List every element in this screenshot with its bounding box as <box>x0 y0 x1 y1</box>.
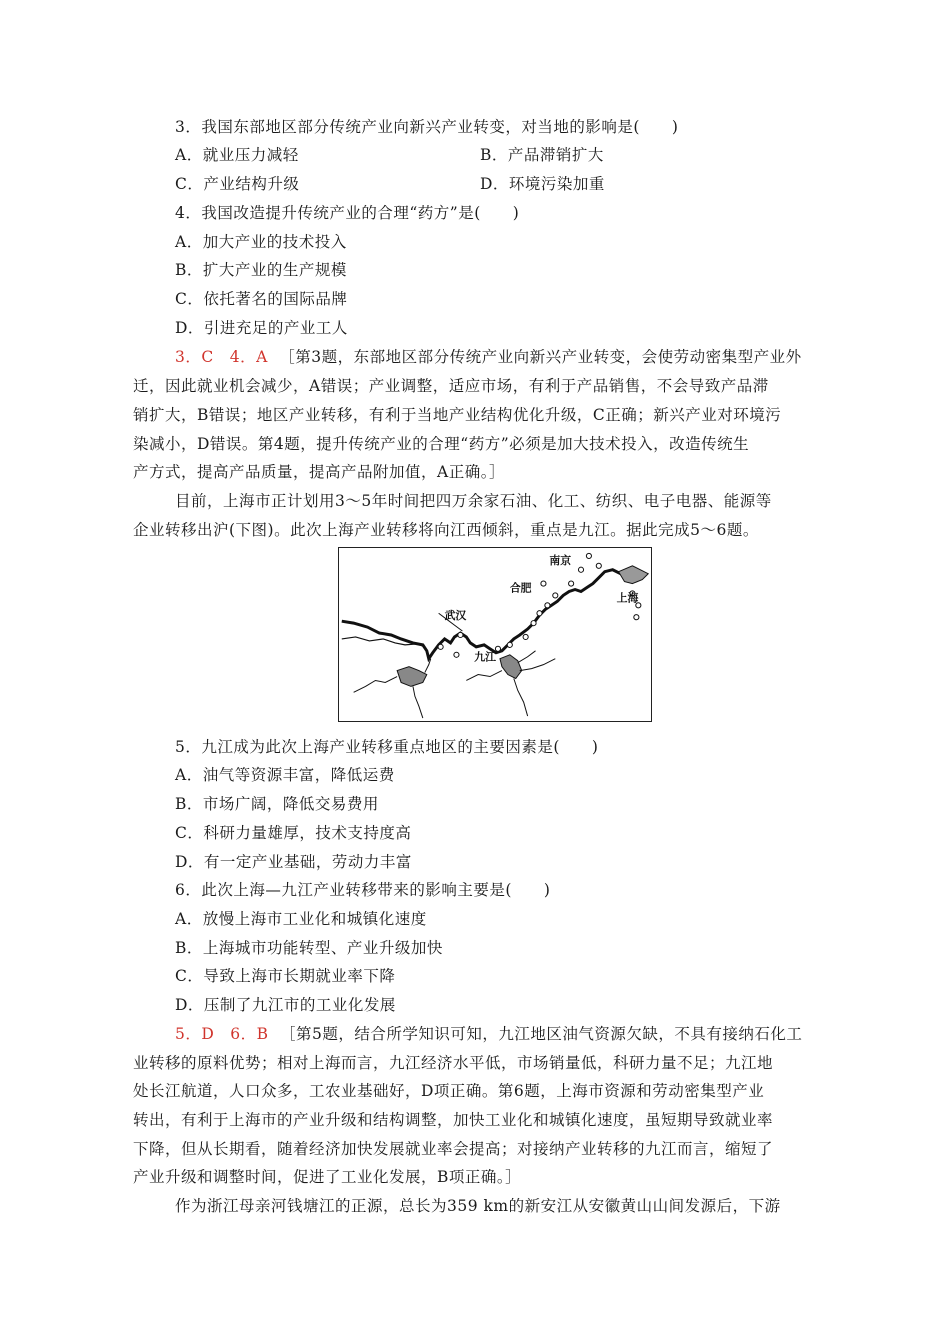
q3-option-a: A．就业压力减轻 <box>175 146 299 164</box>
xiu-river <box>466 671 502 681</box>
city-dot <box>495 646 500 651</box>
city-dot <box>578 567 583 572</box>
q4-option-d: D．引进充足的产业工人 <box>175 319 348 337</box>
city-dot <box>507 642 512 647</box>
answer-3-4-line4: 染减小，D错误。第4题，提升传统产业的合理“药方”必须是加大技术投入，改造传统生 <box>133 435 750 453</box>
q5-option-b: B．市场广阔，降低交易费用 <box>175 795 379 813</box>
label-hefei: 合肥 <box>509 581 532 595</box>
answer-5-6-line5: 下降，但从长期看，随着经济加快发展就业率会提高；对接纳产业转移的九江而言，缩短了 <box>133 1140 774 1158</box>
next-passage-line1: 作为浙江母亲河钱塘江的正源，总长为359 km的新安江从安徽黄山山间发源后，下游 <box>175 1197 781 1215</box>
xin-river <box>520 659 556 671</box>
gan-river <box>514 678 528 716</box>
yangtze-map-svg <box>339 548 651 721</box>
answer-5-6-key: 5．D 6．B <box>175 1025 269 1043</box>
q4-option-a: A．加大产业的技术投入 <box>175 233 347 251</box>
city-dot <box>458 632 463 637</box>
city-dot <box>537 611 542 616</box>
city-dot <box>596 563 601 568</box>
answer-5-6-line2: 业转移的原料优势；相对上海而言，九江经济水平低，市场销量低，科研力量不足；九江地 <box>133 1054 774 1072</box>
q4-option-c: C．依托著名的国际品牌 <box>175 290 348 308</box>
intro-5-6-line2: 企业转移出沪(下图)。此次上海产业转移将向江西倾斜，重点是九江。据此完成5～6题。 <box>133 521 759 539</box>
yangtze-river <box>342 570 635 659</box>
city-dot <box>541 581 546 586</box>
answer-5-6-line3: 处长江航道，人口众多，工农业基础好，D项正确。第6题，上海市资源和劳动密集型产业 <box>133 1082 765 1100</box>
q3-option-d: D．环境污染加重 <box>480 175 605 193</box>
q3-stem: 3．我国东部地区部分传统产业向新兴产业转变，对当地的影响是( ) <box>175 118 679 136</box>
dongting-lake <box>397 667 427 687</box>
q4-stem: 4．我国改造提升传统产业的合理“药方”是( ) <box>175 204 520 222</box>
rao-river <box>518 651 536 663</box>
city-dot <box>454 652 459 657</box>
q5-option-a: A．油气等资源丰富，降低运费 <box>175 766 395 784</box>
answer-3-4-key: 3．C 4．A <box>175 348 268 366</box>
yangtze-estuary <box>619 566 649 584</box>
city-dot <box>634 615 639 620</box>
q5-option-d: D．有一定产业基础，劳动力丰富 <box>175 853 412 871</box>
xiang-river <box>413 686 423 718</box>
label-jiujiang: 九江 <box>474 650 496 664</box>
q4-option-b: B．扩大产业的生产规模 <box>175 261 347 279</box>
city-dot <box>523 634 528 639</box>
q6-option-d: D．压制了九江市的工业化发展 <box>175 996 396 1014</box>
city-dot <box>569 581 574 586</box>
yuan-river <box>354 677 397 693</box>
city-dot <box>545 603 550 608</box>
city-dot <box>438 644 443 649</box>
q6-stem: 6．此次上海—九江产业转移带来的影响主要是( ) <box>175 881 551 899</box>
label-wuhan: 武汉 <box>444 609 467 623</box>
city-dot <box>531 621 536 626</box>
q5-stem: 5．九江成为此次上海产业转移重点地区的主要因素是( ) <box>175 738 599 756</box>
answer-5-6-text1: ［第5题，结合所学知识可知，九江地区油气资源欠缺，不具有接纳石化工 <box>279 1025 803 1043</box>
q6-option-a: A．放慢上海市工业化和城镇化速度 <box>175 910 427 928</box>
answer-5-6-line1 <box>175 1024 802 1044</box>
city-dot <box>586 553 591 558</box>
answer-3-4-text1: ［第3题，东部地区部分传统产业向新兴产业转变，会使劳动密集型产业外 <box>279 348 802 366</box>
q3-option-c: C．产业结构升级 <box>175 175 300 193</box>
answer-3-4-line2: 迁，因此就业机会减少，A错误；产业调整，适应市场，有利于产品销售，不会导致产品滞 <box>133 377 769 395</box>
answer-3-4-line3: 销扩大，B错误；地区产业转移，有利于当地产业结构优化升级，C正确；新兴产业对环境污 <box>133 406 782 424</box>
answer-3-4-line1 <box>175 347 802 367</box>
yangtze-map-figure <box>338 547 652 722</box>
answer-5-6-line6: 产业升级和调整时间，促进了工业化发展，B项正确。］ <box>133 1168 522 1186</box>
q5-option-c: C．科研力量雄厚，技术支持度高 <box>175 824 412 842</box>
poyang-lake <box>500 655 522 679</box>
label-shanghai: 上海 <box>616 591 639 605</box>
city-dot <box>553 593 558 598</box>
label-nanjing: 南京 <box>549 553 572 567</box>
intro-5-6-line1: 目前，上海市正计划用3～5年时间把四万余家石油、化工、纺织、电子电器、能源等 <box>175 492 772 510</box>
q6-option-b: B．上海城市功能转型、产业升级加快 <box>175 939 443 957</box>
q3-option-b: B．产品滞销扩大 <box>480 146 604 164</box>
answer-3-4-line5: 产方式，提高产品质量，提高产品附加值，A正确。］ <box>133 463 505 481</box>
q6-option-c: C．导致上海市长期就业率下降 <box>175 967 396 985</box>
answer-5-6-line4: 转出，有利于上海市的产业升级和结构调整，加快工业化和城镇化速度，虽短期导致就业率 <box>133 1111 774 1129</box>
